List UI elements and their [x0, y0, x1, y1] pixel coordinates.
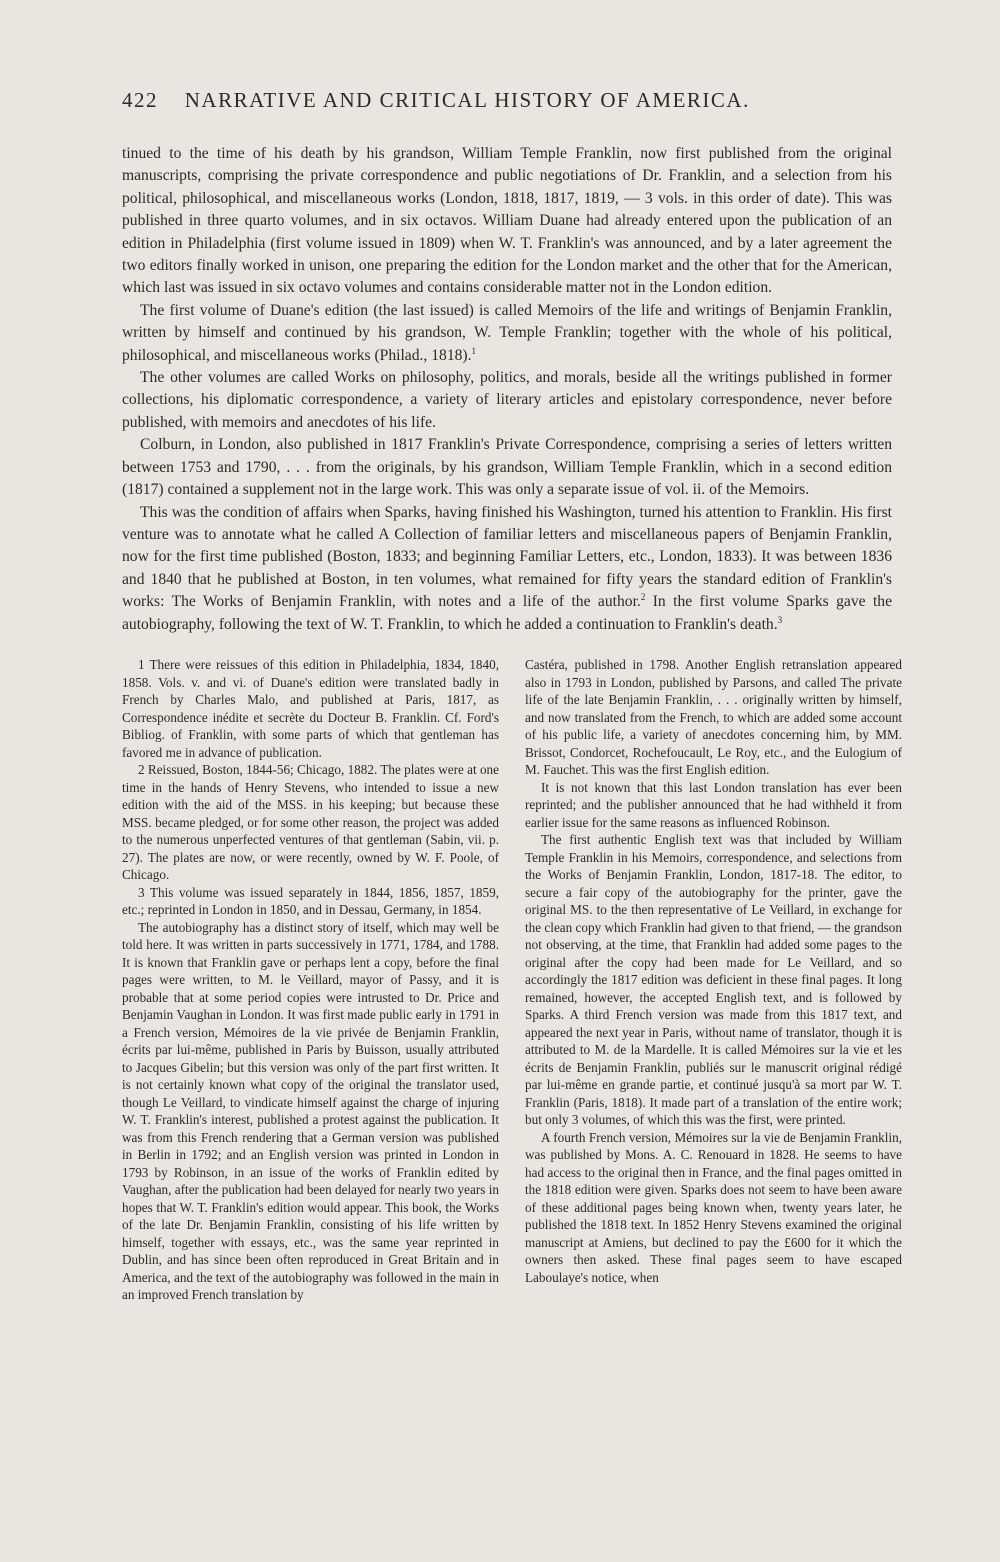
paragraph-3: The other volumes are called Works on philosophy, politics, and morals, beside all the writings published in former collections, his diplomatic correspondence, a variety of literary articles and epistolary correspondence, never before published, with memoirs and anecdotes of his life.: [122, 369, 892, 431]
note-paragraph: The first authentic English text was that included by William Temple Franklin in his Memoirs, correspondence, and selections from the Works of Benjamin Franklin, London, 1817-18. The editor, to secure a fair copy of the autobiography for the printer, gave the original MS. to the then representative of Le Veillard, in exchange for the clean copy which Franklin had given to that friend, — the grandson not observing, at the time, that Franklin had added some pages to the original after the copy had been made for Le Veillard, and so accordingly the 1817 edition was deficient in these final pages. It long remained, however, the accepted English text, and is followed by Sparks. A third French version was made from this 1817 text, and appeared the next year in Paris, without name of translator, though it is attributed to M. de la Mardelle. It is called Mémoires sur la vie et les écrits de Benjamin Franklin, publiés sur le manuscrit original rédigé par lui-même en grande partie, et continué jusqu'à sa mort par W. T. Franklin (Paris, 1818). It made part of a translation of the entire work; but only 3 volumes, of which this was the first, were printed.: [525, 832, 902, 1127]
footnote-1: 1 There were reissues of this edition in Philadelphia, 1834, 1840, 1858. Vols. v. and vi. of Duane's edition were translated badly in French by Charles Malo, and published at Paris, 1817, as Correspondence inédite et secrète du Docteur B. Franklin. Cf. Ford's Bibliog. of Franklin, with some parts of which that gentleman has favored me in advance of publication.: [122, 657, 499, 760]
footnote-ref-1: 1: [471, 345, 477, 356]
page-header: [122, 88, 902, 113]
paragraph-5-text-a: This was the condition of affairs when Sparks, having finished his Washington, turned his attention to Franklin. His first venture was to annotate what he called A Collection of familiar letters and miscellaneous papers of Benjamin Franklin, now for the first time published (Boston, 1833; and beginning Familiar Letters, etc., London, 1833). It was between 1836 and 1840 that he published at Boston, in ten volumes, what remained for fifty years the standard edition of Franklin's works: The Works of Benjamin Franklin, with notes and a life of the author.: [122, 503, 892, 611]
footnote-3: 3 This volume was issued separately in 1844, 1856, 1857, 1859, etc.; reprinted in London in 1850, and in Dessau, Germany, in 1854.: [122, 884, 499, 917]
paragraph-5: [122, 502, 892, 636]
note-paragraph: A fourth French version, Mémoires sur la vie de Benjamin Franklin, was published by Mons. A. C. Renouard in 1828. He seems to have had access to the original then in France, and the final pages omitted in the 1818 edition were given. Sparks does not seem to have been aware of these additional pages being known when, twenty years later, he published the 1818 text. In 1852 Henry Stevens examined the original manuscript at Amiens, but declined to pay the £600 for it which the owners then asked. These final pages seem to have escaped Laboulaye's notice, when: [525, 1129, 902, 1285]
paragraph-5-text-b: In the first volume Sparks gave the autobiography, following the text of W. T. Franklin, to which he added a continuation to Franklin's death.: [122, 593, 892, 633]
paragraph-1: tinued to the time of his death by his grandson, William Temple Franklin, now first published from the original manuscripts, comprising the private correspondence and public negotiations of Dr. Franklin, and a selection from his political, philosophical, and miscellaneous works (London, 1818, 1817, 1819, — 3 vols. in this order of date). This was published in three quarto volumes, and in six octavos. William Duane had already entered upon the publication of an edition in Philadelphia (first volume issued in 1809) when W. T. Franklin's was announced, and by a later agreement the two editors finally worked in unison, one preparing the edition for the London market and the other that for the American, which last was issued in six octavo volumes and contains considerable matter not in the London edition.: [122, 145, 892, 297]
paragraph-2: [122, 300, 892, 367]
left-column: [122, 656, 499, 1304]
running-title: NARRATIVE AND CRITICAL HISTORY OF AMERICA.: [184, 88, 750, 112]
note-paragraph: It is not known that this last London translation has ever been reprinted; and the publisher announced that he had withheld it from earlier issue for the same reasons as influenced Robinson.: [525, 779, 902, 830]
main-text: [122, 143, 892, 636]
page-number: 422: [122, 88, 158, 112]
notes-columns: [122, 656, 902, 1304]
footnote-2: 2 Reissued, Boston, 1844-56; Chicago, 1882. The plates were at one time in the hands of Henry Stevens, who intended to issue a new edition with the aid of the MSS. in his keeping; but because these MSS. became pledged, or for some other reason, the project was added to the numerous unperfected ventures of that gentleman (Sabin, vii. p. 27). The plates are now, or were recently, owned by W. F. Poole, of Chicago.: [122, 762, 499, 882]
note-paragraph: Castéra, published in 1798. Another English retranslation appeared also in 1793 in London, published by Parsons, and called The private life of the late Benjamin Franklin, . . . originally written by himself, and now translated from the French, to which are added some account of his public life, a variety of anecdotes concerning him, by MM. Brissot, Condorcet, Rochefoucault, Le Roy, etc., and the Eulogium of M. Fauchet. This was the first English edition.: [525, 657, 902, 777]
right-column: [525, 656, 902, 1304]
footnote-ref-2: 2: [640, 591, 646, 602]
footnote-ref-3: 3: [777, 614, 783, 625]
paragraph-4: Colburn, in London, also published in 1817 Franklin's Private Correspondence, comprising a series of letters written between 1753 and 1790, . . . from the originals, by his grandson, William Temple Franklin, which in a second edition (1817) contained a supplement not in the large work. This was only a separate issue of vol. ii. of the Memoirs.: [122, 436, 892, 499]
paragraph-2-text: The first volume of Duane's edition (the last issued) is called Memoirs of the life and writings of Benjamin Franklin, written by himself and continued by his grandson, W. Temple Franklin; together with the whole of his political, philosophical, and miscellaneous works (Philad., 1818).: [122, 301, 892, 364]
note-paragraph: The autobiography has a distinct story of itself, which may well be told here. It was written in parts successively in 1771, 1784, and 1788. It is known that Franklin gave or perhaps lent a copy, before the final pages were written, to M. le Veillard, mayor of Passy, and it is probable that at some period copies were intrusted to Dr. Price and Benjamin Vaughan in London. It was first made public early in 1791 in a French version, Mémoires de la vie privée de Benjamin Franklin, écrits par lui-même, published in Paris by Buisson, usually attributed to Jacques Gibelin; but this version was only of the part first written. It is not certainly known what copy of the original the translator used, though Le Veillard, to vindicate himself against the charge of injuring W. T. Franklin's interest, published a protest against the publication. It was from this French rendering that a German version was published in Berlin in 1792; and an English version was printed in London in 1793 by Robinson, in an issue of the works of Franklin edited by Vaughan, after the publication had been delayed for nearly two years in hopes that W. T. Franklin's edition would appear. This book, the Works of the late Dr. Benjamin Franklin, consisting of his life written by himself, together with essays, etc., was the same year reprinted in Dublin, and has since been often reproduced in Great Britain and in America, and the text of the autobiography was followed in the main in an improved French translation by: [122, 919, 499, 1302]
